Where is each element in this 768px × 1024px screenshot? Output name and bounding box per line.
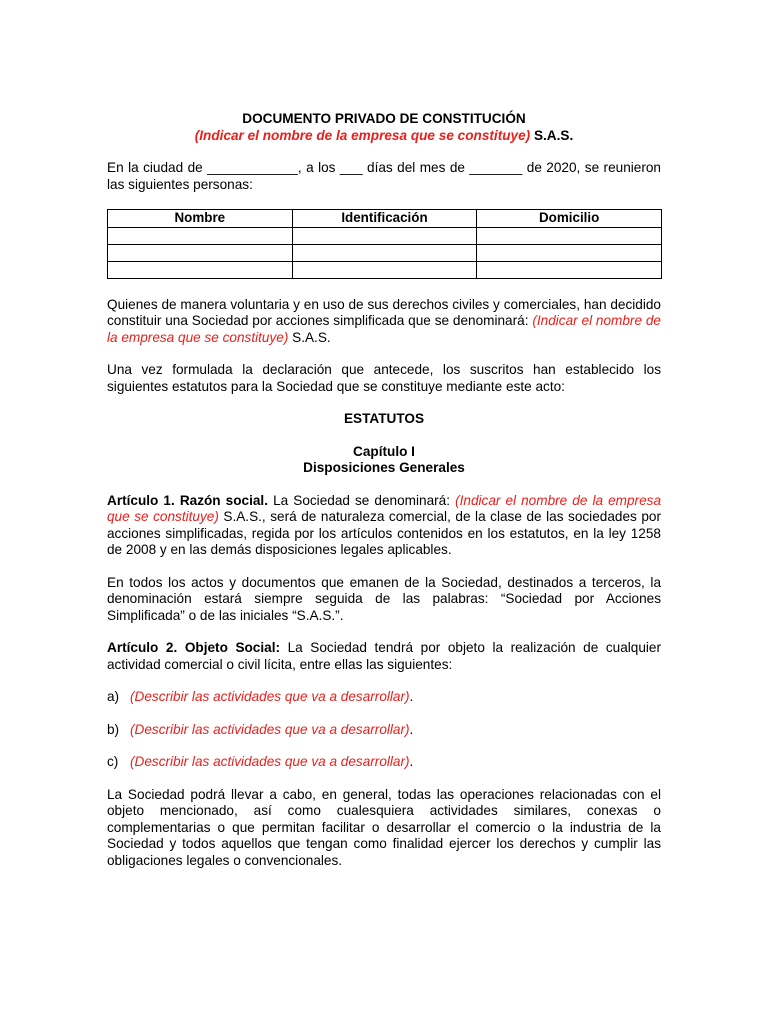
table-cell: [477, 261, 662, 278]
table-cell: [108, 244, 293, 261]
statutes-heading: ESTATUTOS: [343, 411, 425, 426]
intro-paragraph: En la ciudad de ____________, a los ___ días del mes de _______ de 2020, se reunieron las siguientes personas:: [107, 160, 661, 192]
article-1-paragraph: [107, 493, 661, 559]
statutes-intro-paragraph: Una vez formulada la declaración que antecede, los suscritos han establecido los siguientes estatutos para la Sociedad que se constituye mediante este acto:: [107, 362, 661, 394]
list-item-tail: .: [409, 721, 414, 737]
table-row: [108, 227, 662, 244]
article-2-closing-paragraph: La Sociedad podrá llevar a cabo, en general, todas las operaciones relacionadas con el objeto mencionado, así como cualesquiera actividades similares, conexas o complementarias o que permitan facilitar o desarrollar el comercio o la industria de la Sociedad y todos aquellos que tengan como finalidad ejercer los derechos y cumplir las obligaciones legales o convencionales.: [107, 786, 661, 868]
activity-placeholder: (Describir las actividades que va a desarrollar): [130, 721, 410, 737]
table-row: [108, 261, 662, 278]
activity-placeholder: (Describir las actividades que va a desarrollar): [130, 754, 410, 769]
company-name-placeholder: (Indicar el nombre de la empresa que se constituye): [194, 127, 531, 143]
column-header-identificacion: Identificación: [292, 210, 477, 228]
article-2-paragraph: [107, 640, 661, 673]
table-header-row: [108, 210, 662, 228]
table-row: [108, 244, 662, 261]
declaration-paragraph: [107, 297, 661, 347]
article-2-label: Artículo 2. Objeto Social:: [107, 640, 281, 655]
table-cell: [108, 261, 293, 278]
company-name-placeholder: (Indicar el nombre de la empresa que se constituye): [107, 492, 661, 524]
declaration-text-end: S.A.S.: [288, 329, 331, 345]
list-item-tail: .: [409, 754, 414, 769]
list-item: [107, 754, 661, 771]
article-1-text-end: S.A.S., será de naturaleza comercial, de la clase de las sociedades por acciones simplificadas, regida por los artículos contenidos en los estatutos, en la ley 1258 de 2008 y en las demás disposiciones legales aplicables.: [107, 509, 661, 557]
column-header-domicilio: Domicilio: [477, 210, 662, 228]
list-item: [107, 722, 661, 739]
table-cell: [292, 227, 477, 244]
list-item-label: a): [107, 689, 120, 704]
table-cell: [108, 227, 293, 244]
column-header-nombre: Nombre: [108, 210, 293, 228]
company-name-placeholder: (Indicar el nombre de la empresa que se constituye): [107, 313, 661, 345]
activity-placeholder: (Describir las actividades que va a desarrollar): [130, 689, 410, 704]
article-1-label: Artículo 1. Razón social.: [107, 492, 268, 508]
list-item-label: b): [107, 721, 120, 737]
table-cell: [292, 261, 477, 278]
list-item-label: c): [107, 754, 119, 769]
chapter-title: Disposiciones Generales: [303, 460, 465, 475]
list-item: [107, 689, 661, 706]
table-cell: [292, 244, 477, 261]
document-title: DOCUMENTO PRIVADO DE CONSTITUCIÓN: [242, 111, 526, 126]
subtitle-suffix: S.A.S.: [530, 127, 574, 143]
declaration-text-start: Quienes de manera voluntaria y en uso de sus derechos civiles y comerciales, han decidido constituir una Sociedad por acciones simplificada que se denominará:: [107, 296, 661, 328]
document-subtitle: [107, 128, 661, 145]
table-cell: [477, 227, 662, 244]
list-item-tail: .: [409, 689, 414, 704]
persons-table: [107, 209, 662, 279]
chapter-number: Capítulo I: [353, 443, 415, 459]
table-cell: [477, 244, 662, 261]
article-1-denomination-paragraph: En todos los actos y documentos que emanen de la Sociedad, destinados a terceros, la denominación estará siempre seguida de las palabras: “Sociedad por Acciones Simplificada” o de las iniciales “S.A.S.”.: [107, 574, 661, 623]
article-1-text-start: La Sociedad se denominará:: [268, 492, 456, 508]
article-2-text: La Sociedad tendrá por objeto la realización de cualquier actividad comercial o civil lícita, entre ellas las siguientes:: [107, 640, 662, 672]
